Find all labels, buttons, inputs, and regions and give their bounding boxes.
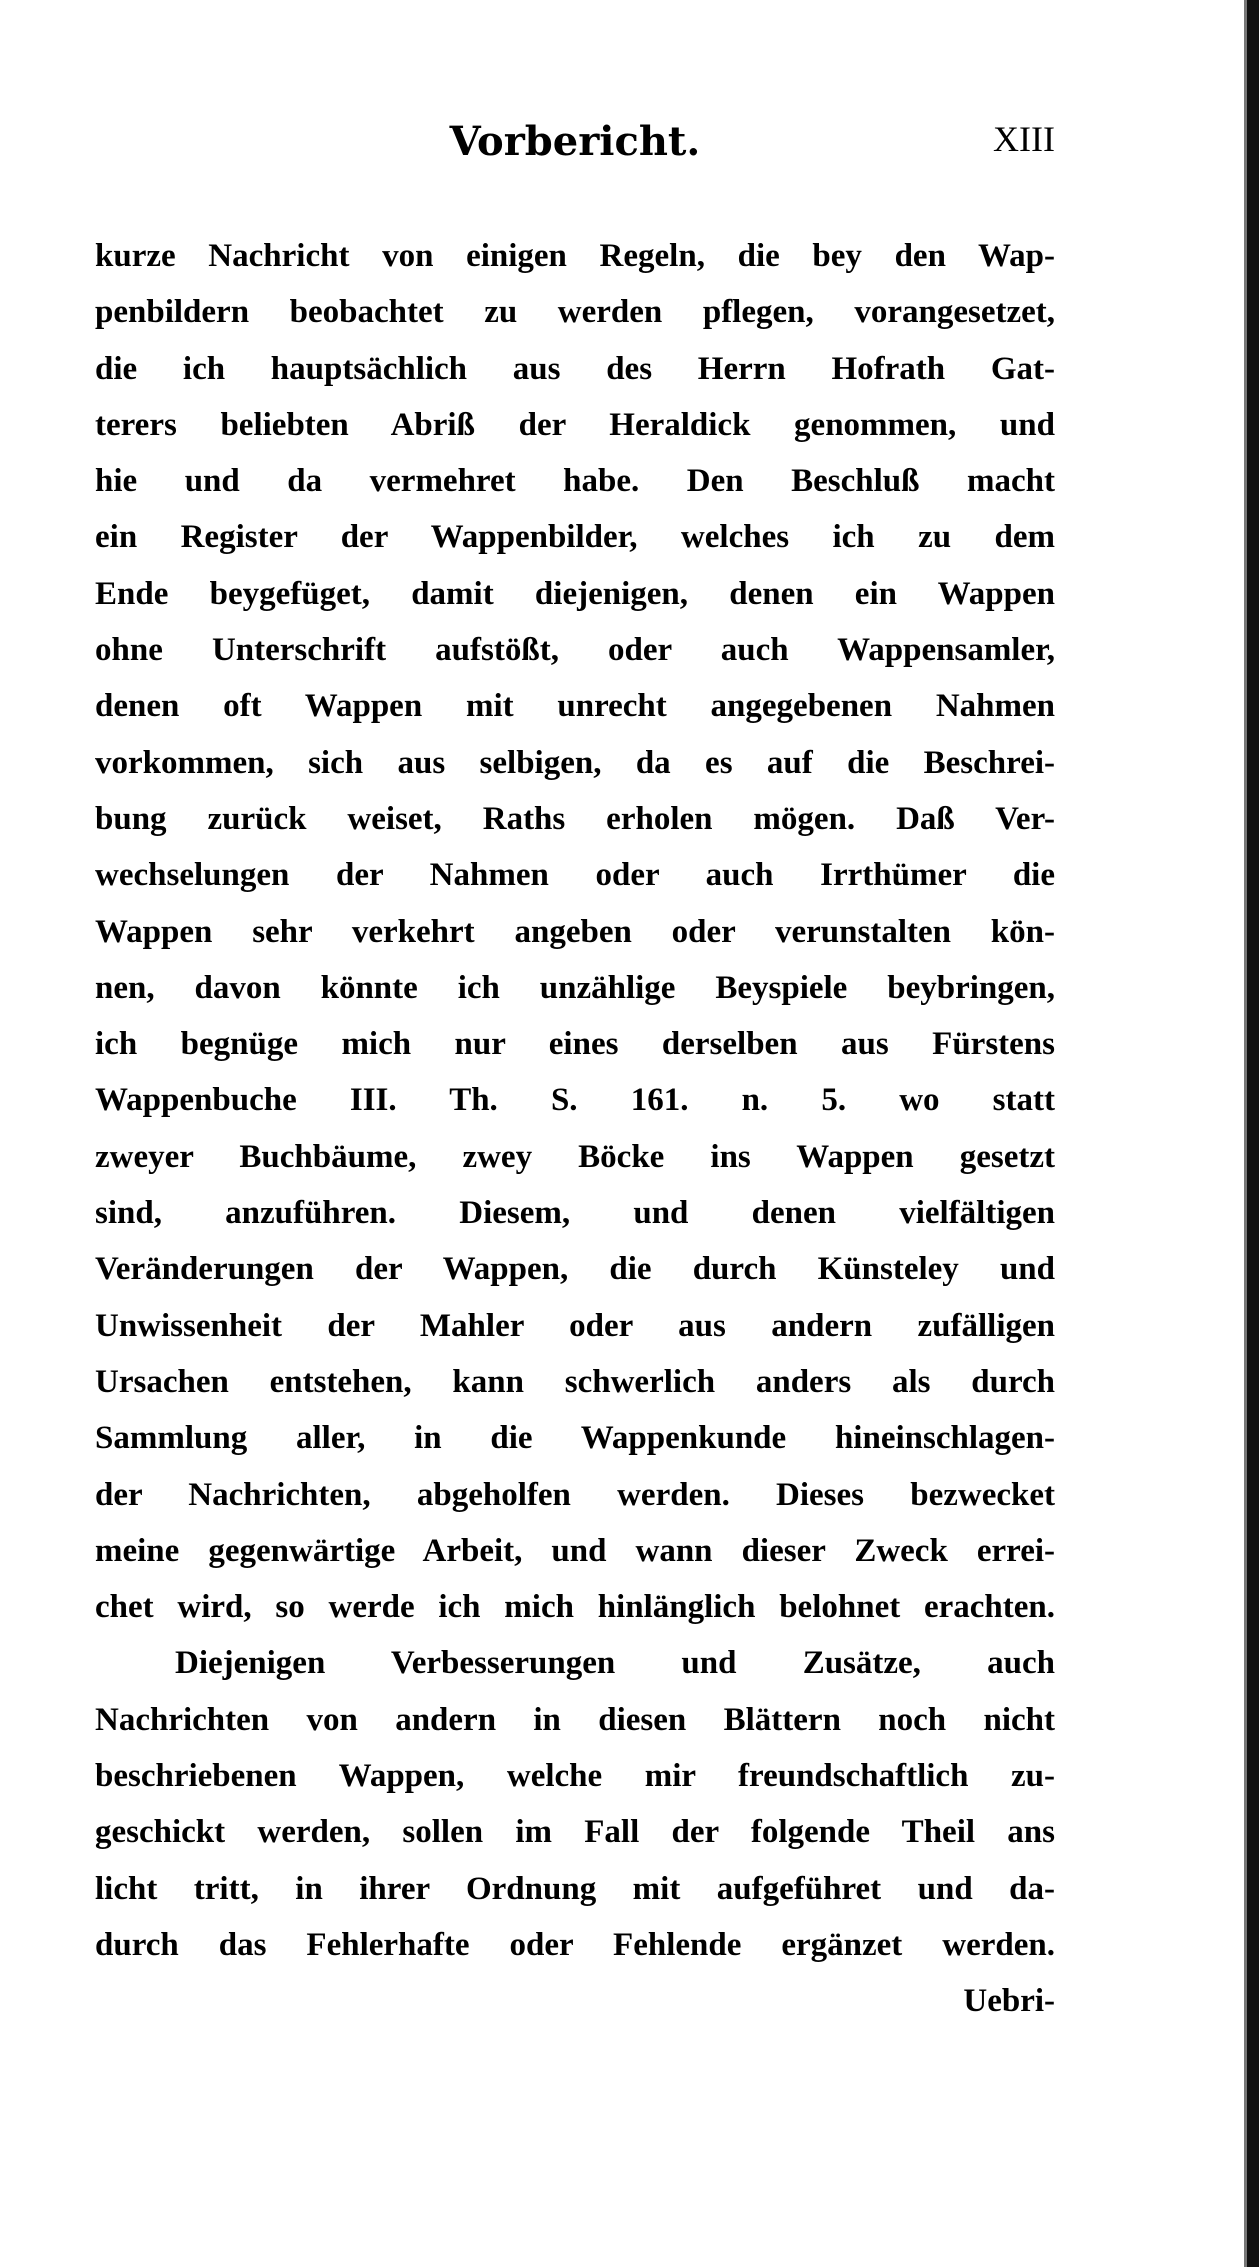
text-line: geschickt werden, sollen im Fall der folgende Theil ans — [95, 1814, 1055, 1851]
text-line: ohne Unterschrift aufstößt, oder auch Wappensamler, — [95, 632, 1055, 669]
catchword: Uebri- — [963, 1983, 1055, 2020]
text-line: der Nachrichten, abgeholfen werden. Dieses bezwecket — [95, 1476, 1055, 1513]
page-title: Vorbericht. — [449, 118, 701, 165]
text-line: denen oft Wappen mit unrecht angegebenen Nahmen — [95, 688, 1055, 725]
text-line: nen, davon könnte ich unzählige Beyspiele beybringen, — [95, 969, 1055, 1006]
text-line: beschriebenen Wappen, welche mir freundschaftlich zu- — [95, 1758, 1055, 1795]
text-line: sind, anzuführen. Diesem, und denen vielfältigen — [95, 1195, 1055, 1232]
text-line: Unwissenheit der Mahler oder aus andern zufälligen — [95, 1307, 1055, 1344]
text-line: bung zurück weiset, Raths erholen mögen. Daß Ver- — [95, 800, 1055, 837]
text-line: penbildern beobachtet zu werden pflegen, vorangesetzet, — [95, 294, 1055, 331]
text-line: ein Register der Wappenbilder, welches ich zu dem — [95, 519, 1055, 556]
text-line: chet wird, so werde ich mich hinlänglich belohnet erachten. — [95, 1589, 1055, 1626]
text-line: ich begnüge mich nur eines derselben aus Fürstens — [95, 1026, 1055, 1063]
text-line: wechselungen der Nahmen oder auch Irrthümer die — [95, 857, 1055, 894]
text-line: kurze Nachricht von einigen Regeln, die bey den Wap- — [95, 238, 1055, 274]
scan-edge — [1247, 0, 1259, 2267]
text-line: Sammlung aller, in die Wappenkunde hineinschlagen- — [95, 1420, 1055, 1457]
text-line: terers beliebten Abriß der Heraldick genommen, und — [95, 406, 1055, 443]
page-number: XIII — [993, 119, 1055, 159]
running-header — [95, 118, 1055, 178]
text-line: licht tritt, in ihrer Ordnung mit aufgeführet und da- — [95, 1870, 1055, 1907]
text-line: hie und da vermehret habe. Den Beschluß macht — [95, 463, 1055, 500]
text-line: zweyer Buchbäume, zwey Böcke ins Wappen gesetzt — [95, 1138, 1055, 1175]
text-line: Veränderungen der Wappen, die durch Künsteley und — [95, 1251, 1055, 1288]
text-line: Nachrichten von andern in diesen Blättern noch nicht — [95, 1701, 1055, 1738]
paragraph-start-line: Diejenigen Verbesserungen und Zusätze, auch — [175, 1645, 1055, 1682]
text-line: meine gegenwärtige Arbeit, und wann dieser Zweck errei- — [95, 1532, 1055, 1569]
text-line: Wappenbuche III. Th. S. 161. n. 5. wo statt — [95, 1082, 1055, 1119]
text-line: Ende beygefüget, damit diejenigen, denen ein Wappen — [95, 575, 1055, 612]
text-line: Ursachen entstehen, kann schwerlich anders als durch — [95, 1363, 1055, 1400]
text-line: vorkommen, sich aus selbigen, da es auf die Beschrei- — [95, 744, 1055, 781]
text-line: durch das Fehlerhafte oder Fehlende ergänzet werden. — [95, 1926, 1055, 1963]
page-body — [95, 228, 1055, 2030]
text-line: die ich hauptsächlich aus des Herrn Hofrath Gat- — [95, 350, 1055, 387]
text-line: Wappen sehr verkehrt angeben oder verunstalten kön- — [95, 913, 1055, 950]
